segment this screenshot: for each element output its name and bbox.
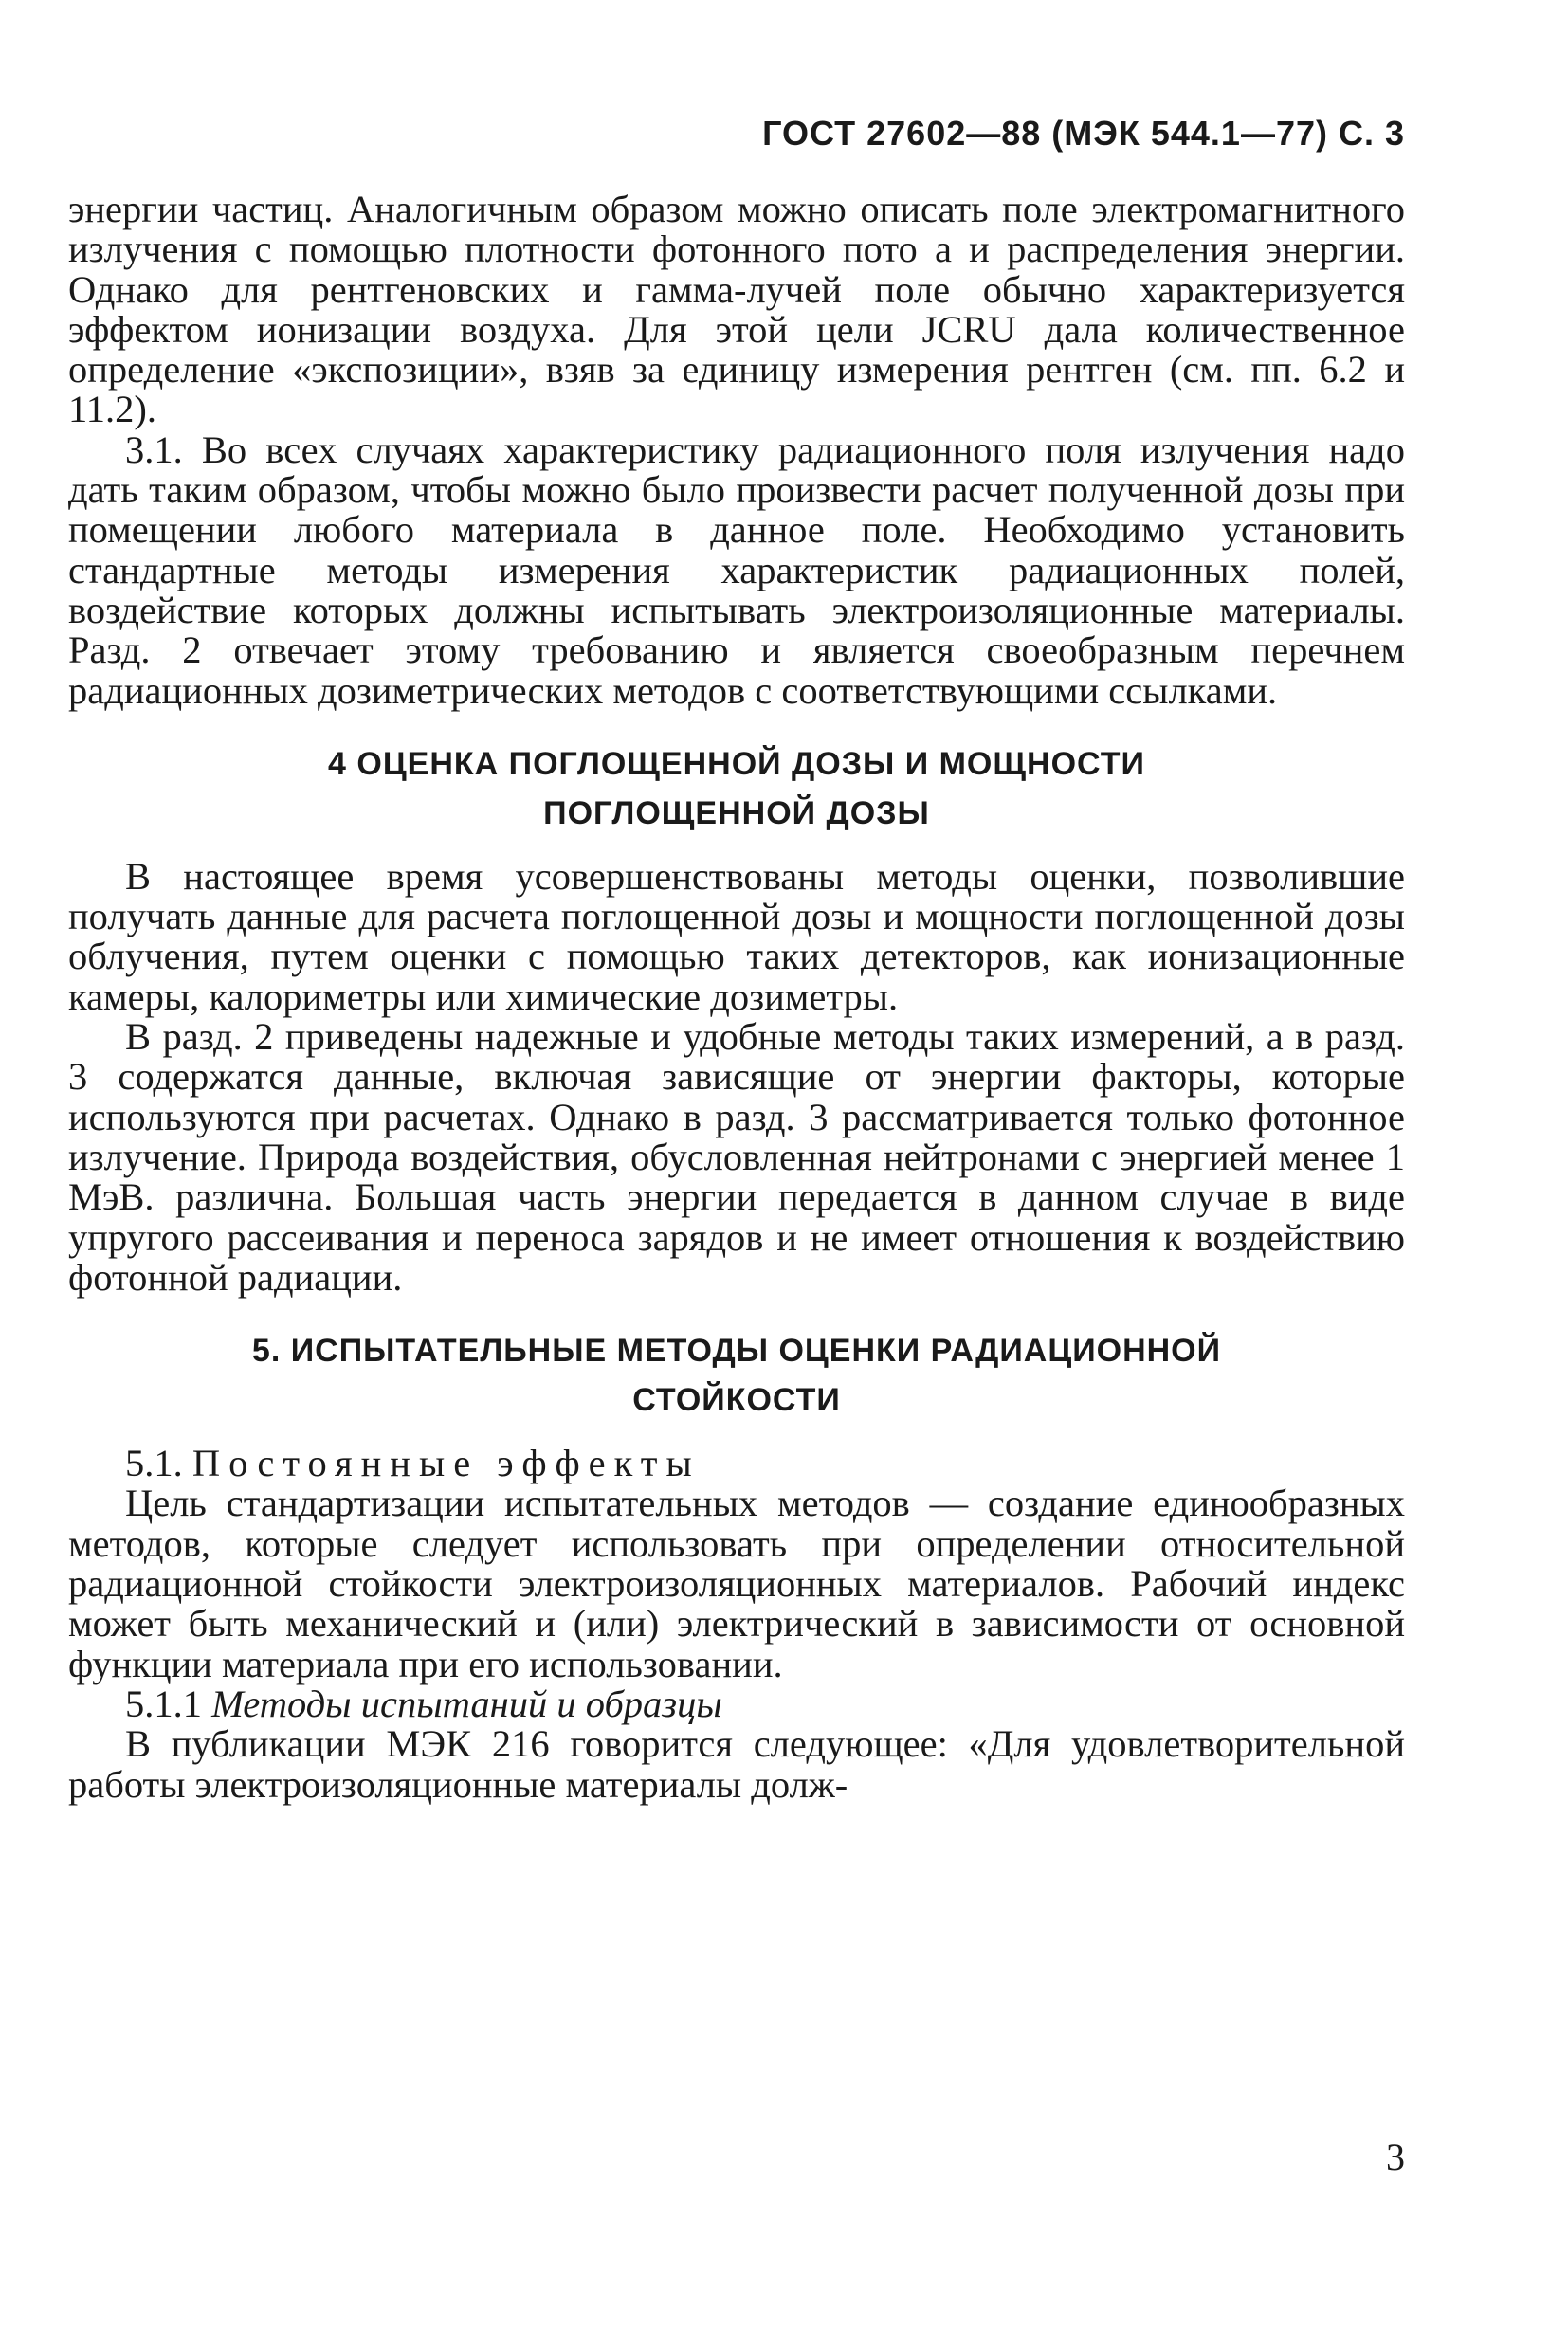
subsection-5-1-1-number: 5.1.1 [125,1682,202,1725]
section-4-paragraph-2: В разд. 2 приведены надежные и удобные методы таких измерений, а в разд. 3 содержатся данные, включая зависящие от энергии факторы, которые используются при расчетах. Однако в разд. 3 рассматривается только фотонное излучение. Природа воздействия, обусловленная нейтронами с энергией менее 1 МэВ. различна. Большая часть энергии передается в данном случае в виде упругого рассеивания и переноса зарядов и не имеет отношения к воздействию фотонной радиации. [68,1015,1405,1299]
subsection-5-1-1-title [68,1684,1405,1724]
subsection-5-1-1-name: Методы испытаний и образцы [211,1682,722,1725]
section-4-heading-line1: 4 ОЦЕНКА ПОГЛОЩЕННОЙ ДОЗЫ И МОЩНОСТИ [328,745,1145,782]
continuation-paragraph: энергии частиц. Аналогичным образом можно описать поле электромагнитного излучения с помощью плотности фотонного пото а и распределения энергии. Однако для рентгеновских и гамма-лучей поле обычно характеризуется эффектом ионизации воздуха. Для этой цели JCRU дала количественное определение «экспозиции», взяв за единицу измерения рентген (см. пп. 6.2 и 11.2). [68,188,1405,431]
running-header: ГОСТ 27602—88 (МЭК 544.1—77) С. 3 [762,114,1405,153]
clause-3-1-paragraph: 3.1. Во всех случаях характеристику радиационного поля излучения надо дать таким образом, чтобы можно было произвести расчет полученной дозы при помещении любого материала в данное поле. Необходимо установить стандартные методы измерения характеристик радиационных полей, воздействие которых должны испытывать электроизоляционные материалы. Разд. 2 отвечает этому требованию и является своеобразным перечнем радиационных дозиметрических методов с соответствующими ссылками. [68,428,1405,712]
subsection-5-1-paragraph: Цель стандартизации испытательных методов — создание единообразных методов, которые следует использовать при определении относительной радиационной стойкости электроизоляционных материалов. Рабочий индекс может быть механический и (или) электрический в зависимости от основной функции материала при его использовании. [68,1482,1405,1685]
section-4-heading-line2: ПОГЛОЩЕННОЙ ДОЗЫ [543,794,930,831]
subsection-5-1-name: Постоянные эффекты [191,1442,701,1485]
section-5-heading [68,1326,1405,1425]
document-body [68,190,1405,1805]
page-number: 3 [1386,2136,1405,2178]
subsection-5-1-title [68,1444,1405,1483]
section-5-heading-line2: СТОЙКОСТИ [632,1382,841,1419]
section-4-heading [68,739,1405,838]
section-5-heading-line1: 5. ИСПЫТАТЕЛЬНЫЕ МЕТОДЫ ОЦЕНКИ РАДИАЦИОННОЙ [251,1333,1222,1370]
section-4-paragraph-1: В настоящее время усовершенствованы методы оценки, позволившие получать данные для расчета поглощенной дозы и мощности поглощенной дозы облучения, путем оценки с помощью таких детекторов, как ионизационные камеры, калориметры или химические дозиметры. [68,854,1405,1018]
subsection-5-1-1-paragraph: В публикации МЭК 216 говорится следующее: «Для удовлетворительной работы электроизоляционные материалы долж- [68,1722,1405,1806]
subsection-5-1-number: 5.1. [125,1442,183,1485]
